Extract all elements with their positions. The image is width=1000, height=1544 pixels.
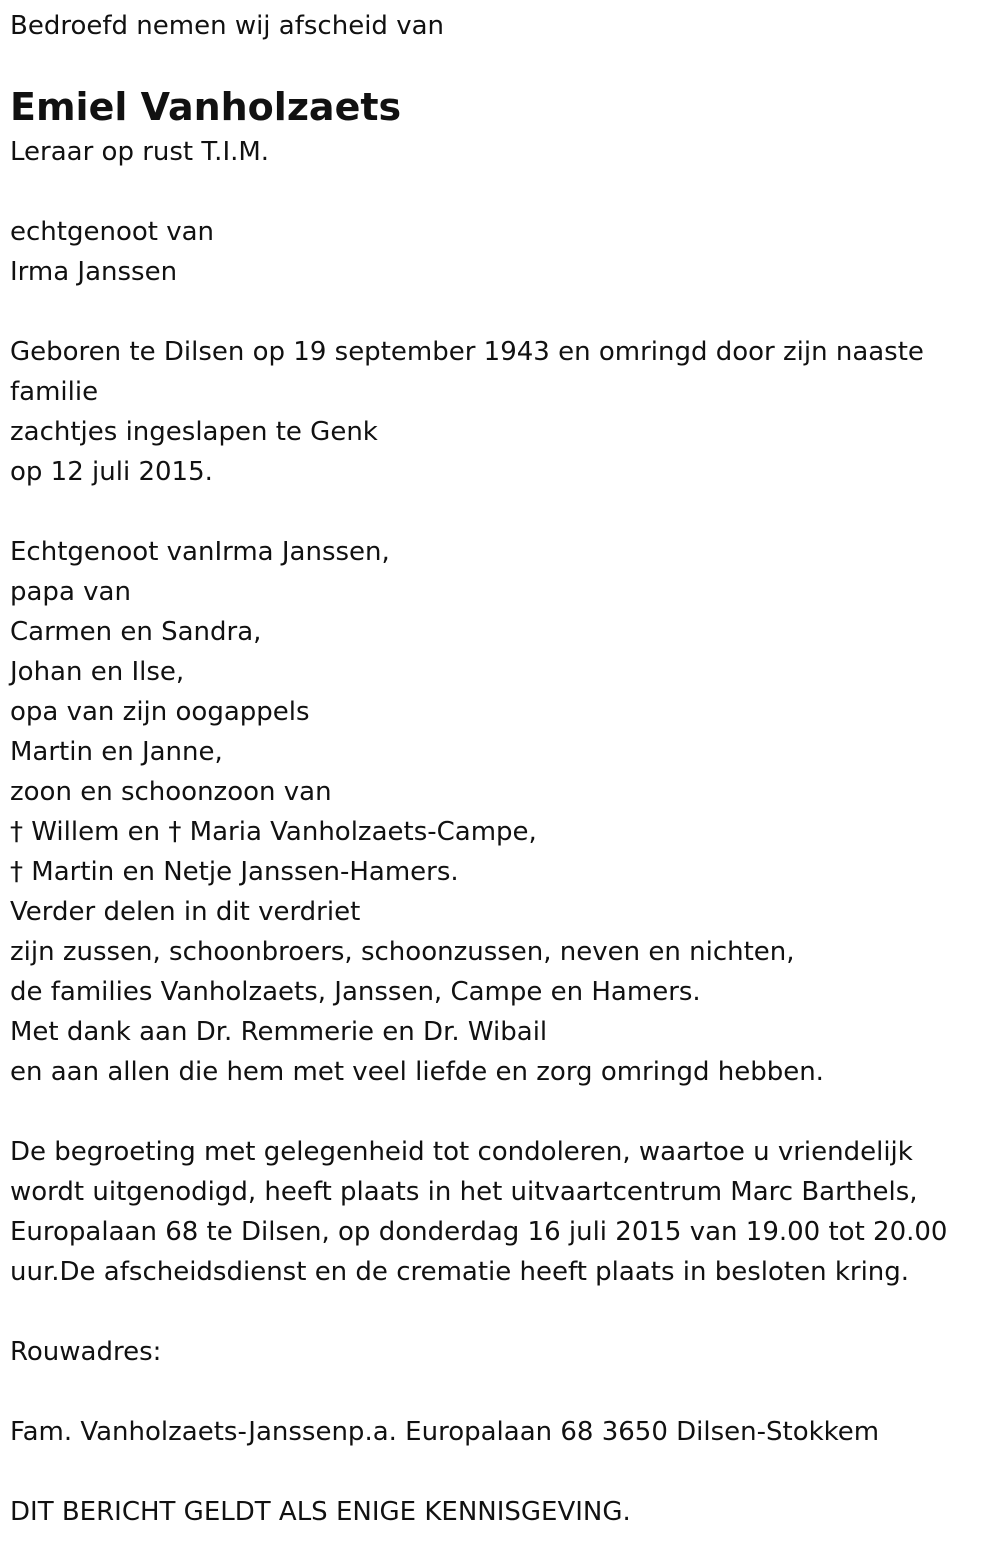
family-line: opa van zijn oogappels <box>10 697 310 727</box>
birth-line: familie <box>10 377 99 407</box>
family-block <box>10 532 985 1092</box>
family-line: Verder delen in dit verdriet <box>10 897 361 927</box>
spacer <box>10 1092 985 1132</box>
spacer <box>10 172 985 212</box>
intro-text: Bedroefd nemen wij afscheid van <box>10 11 444 41</box>
ceremony-line: wordt uitgenodigd, heeft plaats in het uitvaartcentrum Marc Barthels, <box>10 1177 918 1207</box>
family-line: † Willem en † Maria Vanholzaets-Campe, <box>10 817 537 847</box>
family-line: Met dank aan Dr. Remmerie en Dr. Wibail <box>10 1017 548 1047</box>
family-line: Carmen en Sandra, <box>10 617 262 647</box>
address-label: Rouwadres: <box>10 1337 162 1367</box>
notice-text: DIT BERICHT GELDT ALS ENIGE KENNISGEVING. <box>10 1497 631 1527</box>
address-text: Fam. Vanholzaets-Janssenp.a. Europalaan 68 3650 Dilsen-Stokkem <box>10 1417 880 1447</box>
family-line: de families Vanholzaets, Janssen, Campe en Hamers. <box>10 977 701 1007</box>
death-notice <box>10 6 985 1532</box>
family-line: papa van <box>10 577 131 607</box>
family-line: Echtgenoot vanIrma Janssen, <box>10 537 390 567</box>
ceremony-block <box>10 1132 985 1292</box>
deceased-name: Emiel Vanholzaets <box>10 85 402 129</box>
spacer <box>10 1372 985 1412</box>
spacer <box>10 1452 985 1492</box>
family-line: zijn zussen, schoonbroers, schoonzussen, neven en nichten, <box>10 937 795 967</box>
spacer <box>10 46 985 82</box>
spouse-label: echtgenoot van <box>10 217 215 247</box>
family-line: Johan en Ilse, <box>10 657 185 687</box>
birth-block <box>10 332 985 492</box>
family-line: † Martin en Netje Janssen-Hamers. <box>10 857 459 887</box>
spacer <box>10 292 985 332</box>
spacer <box>10 1292 985 1332</box>
family-line: zoon en schoonzoon van <box>10 777 332 807</box>
birth-line: zachtjes ingeslapen te Genk <box>10 417 378 447</box>
ceremony-line: uur.De afscheidsdienst en de crematie heeft plaats in besloten kring. <box>10 1257 910 1287</box>
spacer <box>10 492 985 532</box>
ceremony-line: Europalaan 68 te Dilsen, op donderdag 16 juli 2015 van 19.00 tot 20.00 <box>10 1217 948 1247</box>
family-line: en aan allen die hem met veel liefde en zorg omringd hebben. <box>10 1057 824 1087</box>
family-line: Martin en Janne, <box>10 737 223 767</box>
spouse-name: Irma Janssen <box>10 257 178 287</box>
ceremony-line: De begroeting met gelegenheid tot condoleren, waartoe u vriendelijk <box>10 1137 913 1167</box>
occupation: Leraar op rust T.I.M. <box>10 137 270 167</box>
birth-line: Geboren te Dilsen op 19 september 1943 en omringd door zijn naaste <box>10 337 924 367</box>
birth-line: op 12 juli 2015. <box>10 457 213 487</box>
